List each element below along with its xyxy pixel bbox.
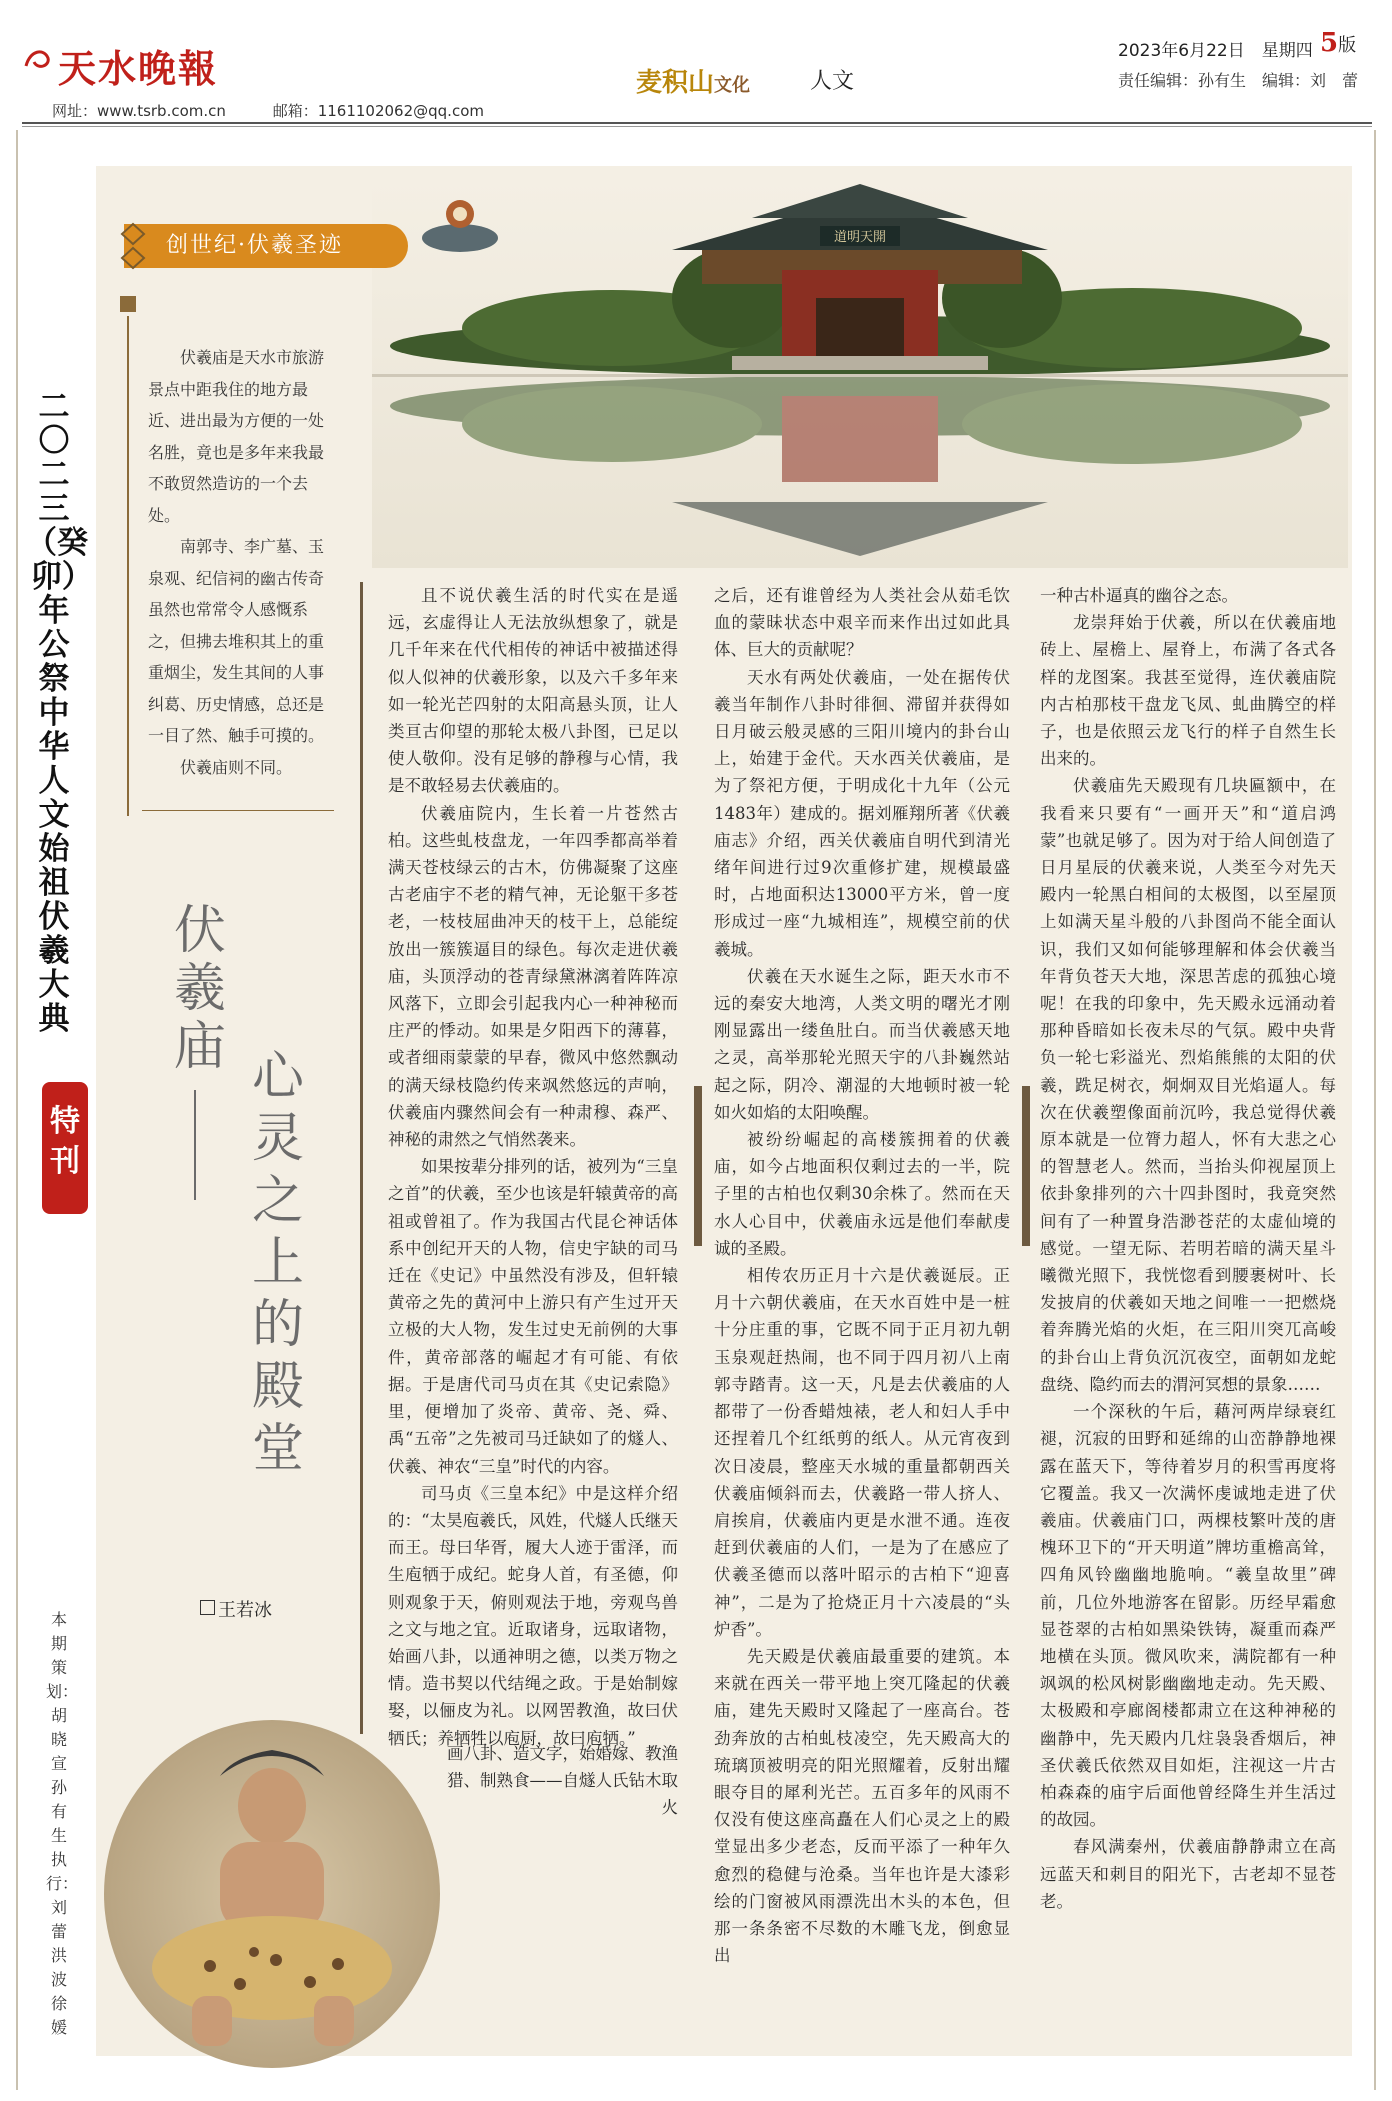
header-divider	[22, 122, 1372, 124]
intro-paragraph: 伏羲庙则不同。	[180, 757, 293, 777]
intro-side-rule	[127, 316, 129, 816]
section-badge-small: 文化	[714, 75, 751, 96]
article-column-2	[714, 582, 1010, 1969]
website-url: 网址：www.tsrb.com.cn	[52, 102, 226, 120]
special-issue-badge: 特刊	[42, 1082, 88, 1214]
intro-bottom-rule	[142, 810, 334, 811]
column-rule	[360, 582, 363, 1734]
temple-plaque: 道明天開	[833, 230, 887, 245]
article-paragraph: 一个深秋的午后，藉河两岸绿衰红褪，沉寂的田野和延绵的山峦静静地裸露在蓝天下，等待着岁月的积雪再度将它覆盖。我又一次满怀虔诚地走进了伏羲庙。伏羲庙门口，两棵枝繁叶茂的唐槐环卫下的“开天明道”牌坊重檐高耸，四角风铃幽幽地脆响。“羲皇故里”碑前，几位外地游客在留影。历经早霜愈显苍翠的古柏如黑染铁铸，凝重而森严地横在头顶。微风吹来，满院都有一种飒飒的松风树影幽幽地走动。先天殿、太极殿和亭廊阁楼都肃立在这种神秘的幽静中，先天殿内几炷袅袅香烟后，神圣伏羲氏依然双目如炬，注视这一片古柏森森的庙宇后面他曾经降生并生活过的故园。	[1040, 1402, 1336, 1830]
column-marker	[1022, 1086, 1030, 1246]
header-divider-thin	[22, 126, 1372, 127]
headline-dash	[194, 1090, 196, 1200]
intro-paragraph: 伏羲庙是天水市旅游景点中距我住的地方最近、进出最为方便的一处名胜，竟也是多年来我最不敢贸然造访的一个去处。	[148, 348, 325, 525]
article-paragraph: 且不说伏羲生活的时代实在是遥远，玄虚得让人无法放纵想象了，就是几千年来在代代相传的神话中被描述得似人似神的伏羲形象，以及六千多年来如一轮光芒四射的太阳高悬头顶，让人类亘古仰望的那轮太极八卦图，已足以使人敬仰。没有足够的静穆与心情，我是不敢轻易去伏羲庙的。	[388, 586, 678, 796]
tag-knot-icon	[118, 220, 148, 272]
page-frame-left	[16, 130, 18, 2090]
temple-photo	[372, 178, 1348, 568]
masthead-title: 天水晚報	[58, 46, 219, 91]
article-paragraph: 一种古朴逼真的幽谷之态。	[1040, 586, 1238, 605]
article-paragraph: 司马贞《三皇本纪》中是这样介绍的：“太昊庖羲氏，风姓，代燧人氏继天而王。母曰华胥，履大人迹于雷泽，而生庖牺于成纪。蛇身人首，有圣德，仰则观象于天，俯则观法于地，旁观鸟兽之文与地之宜。近取诸身，远取诸物，始画八卦，以通神明之德，以类万物之情。造书契以代结绳之政。于是始制嫁娶，以俪皮为礼。以网罟教渔，故曰伏牺氏；养牺牲以庖厨，故曰庖牺。”	[388, 1483, 678, 1748]
planner-credits: 本期策划：胡晓宣 孙有生 执行：刘蕾 洪波 徐媛	[46, 1610, 79, 2037]
editor-credits: 责任编辑：孙有生 编辑：刘 蕾	[1118, 71, 1359, 90]
article-column-3	[1040, 582, 1336, 1915]
headline-sub: 心灵之上的殿堂	[251, 1047, 304, 1479]
email-address: 邮箱：1161102062@qq.com	[272, 102, 484, 120]
page-number-suffix: 版	[1338, 35, 1357, 56]
article-paragraph: 伏羲庙先天殿现有几块匾额中，在我看来只要有“一画开天”和“道启鸿蒙”也就足够了。因为对于给人间创造了日月星辰的伏羲来说，人类至今对先天殿内一轮黑白相间的太极图，以至屋顶上如满天星斗般的八卦图尚不能全面认识，我们又如何能够理解和体会伏羲当年背负苍天大地，深思苦虑的孤独心境呢！在我的印象中，先天殿永远涌动着那种昏暗如长夜未尽的气氛。殿中央背负一轮七彩溢光、烈焰熊熊的太阳的伏羲，跣足树衣，炯炯双目光焰逼人。每次在伏羲塑像面前沉吟，我总觉得伏羲原本就是一位膂力超人，怀有大悲之心的智慧老人。然而，当抬头仰视屋顶上依卦象排列的六十四卦图时，我竟突然间有了一种置身浩渺苍茫的太虚仙境的感觉。一望无际、若明若暗的满天星斗曦微光照下，我恍惚看到腰裹树叶、长发披肩的伏羲如天地之间唯一一把燃烧着奔腾光焰的火炬，在三阳川突兀高峻的卦台山上背负沉沉夜空，面朝如龙蛇盘绕、隐约而去的渭河冥想的景象……	[1040, 776, 1336, 1394]
fuxi-portrait-image	[100, 1716, 444, 2072]
article-paragraph: 相传农历正月十六是伏羲诞辰。正月十六朝伏羲庙，在天水百姓中是一桩十分庄重的事，它既不同于正月初九朝玉泉观赶热闹，也不同于四月初八上南郭寺踏青。这一天，凡是去伏羲庙的人都带了一份香蜡烛裱，老人和妇人手中还捏着几个红纸剪的纸人。从元宵夜到次日凌晨，整座天水城的重量都朝西关伏羲庙倾斜而去，伏羲路一带人挤人、肩挨肩，伏羲庙内更是水泄不通。连夜赶到伏羲庙的人们，一是为了在感应了伏羲圣德而以落叶昭示的古柏下“迎喜神”，二是为了抢烧正月十六凌晨的“头炉香”。	[714, 1266, 1010, 1639]
author-name: 王若冰	[218, 1600, 272, 1621]
article-paragraph: 先天殿是伏羲庙最重要的建筑。本来就在西关一带平地上突兀隆起的伏羲庙，建先天殿时又隆起了一座高台。苍劲奔放的古柏虬枝凌空，先天殿高大的琉璃顶被明亮的阳光照耀着，反射出耀眼夺目的犀利光芒。五百多年的风雨不仅没有使这座高矗在人们心灵之上的殿堂显出多少老态，反而平添了一种年久愈烈的稳健与沧桑。当年也许是大漆彩绘的门窗被风雨漂洗出木头的本色，但那一条条密不尽数的木雕飞龙，倒愈显出	[714, 1646, 1010, 1966]
intro-text	[148, 342, 332, 783]
page-number-value: 5	[1320, 28, 1339, 58]
section-name: 人文	[810, 69, 855, 94]
headline-main: 伏羲庙	[173, 901, 226, 1077]
intro-paragraph: 南郭寺、李广墓、玉泉观、纪信祠的幽古传奇虽然也常常令人感慨系之，但拂去堆积其上的重重烟尘，发生其间的人事纠葛、历史情感，总还是一目了然、触手可摸的。	[148, 537, 325, 745]
article-paragraph: 画八卦、造文字，始婚嫁、教渔猎、制熟食——自燧人氏钻木取火	[447, 1744, 678, 1818]
author-box-icon	[200, 1600, 215, 1615]
page-frame-right	[1374, 130, 1376, 2090]
section-badge-main: 麦积山	[636, 68, 715, 98]
article-paragraph: 春风满秦州，伏羲庙静静肃立在高远蓝天和刺目的阳光下，古老却不显苍老。	[1040, 1837, 1336, 1911]
article-paragraph: 伏羲庙院内，生长着一片苍然古柏。这些虬枝盘龙，一年四季都高举着满天苍枝绿云的古木，仿佛凝聚了这座古老庙宇不老的精气神，无论躯干多苍老，一枝枝屈曲冲天的枝干上，总能绽放出一簇簇逼目的绿色。每次走进伏羲庙，头顶浮动的苍青绿黛淋漓着阵阵凉风落下，立即会引起我内心一种神秘而庄严的悸动。如果是夕阳西下的薄暮，或者细雨蒙蒙的早春，微风中悠然飘动的满天绿枝隐约传来飒然悠远的声响，伏羲庙内骤然间会有一种肃穆、森严、神秘的肃然之气悄然袭来。	[388, 803, 678, 1150]
section-tag: 创世纪·伏羲圣迹	[124, 224, 408, 268]
article-column-1	[388, 582, 678, 1752]
article-paragraph: 被纷纷崛起的高楼簇拥着的伏羲庙，如今占地面积仅剩过去的一半，院子里的古柏也仅剩30余株了。然而在天水人心目中，伏羲庙永远是他们奉献虔诚的圣殿。	[714, 1130, 1010, 1258]
article-paragraph: 伏羲在天水诞生之际，距天水市不远的秦安大地湾，人类文明的曙光才刚刚显露出一缕鱼肚白。而当伏羲感天地之灵，高举那轮光照天宇的八卦巍然站起之际，阴冷、潮湿的大地顿时被一轮如火如焰的太阳唤醒。	[714, 966, 1010, 1122]
special-issue-title: 二〇二三（癸卯）年公祭中华人文始祖伏羲大典	[26, 389, 88, 1037]
masthead-swirl-icon	[22, 44, 52, 74]
article-paragraph: 如果按辈分排列的话，被列为“三皇之首”的伏羲，至少也该是轩辕黄帝的高祖或曾祖了。作为我国古代昆仑神话体系中创纪开天的人物，信史宇缺的司马迁在《史记》中虽然没有涉及，但轩辕黄帝之先的黄河中上游只有产生过开天立极的大人物，发生过史无前例的大事件，黄帝部落的崛起才有可能、有依据。于是唐代司马贞在其《史记索隐》里，便增加了炎帝、黄帝、尧、舜、禹“五帝”之先被司马迁缺如了的燧人、伏羲、神农“三皇”时代的内容。	[388, 1157, 678, 1476]
article-column-1-tail	[446, 1740, 678, 1822]
url-line	[52, 100, 526, 121]
issue-date: 2023年6月22日 星期四	[1118, 41, 1313, 61]
section-badge	[636, 62, 750, 99]
fuxi-emblem-icon	[420, 190, 500, 262]
article-paragraph: 龙崇拜始于伏羲，所以在伏羲庙地砖上、屋檐上、屋脊上，布满了各式各样的龙图案。我甚至觉得，连伏羲庙院内古柏那枝干盘龙飞凤、虬曲腾空的样子，也是依照云龙飞行的样子自然生长出来的。	[1040, 613, 1336, 769]
article-paragraph: 之后，还有谁曾经为人类社会从茹毛饮血的蒙昧状态中艰辛而来作出过如此具体、巨大的贡献呢？	[714, 586, 1010, 660]
column-marker	[694, 1086, 702, 1246]
page-number	[1320, 28, 1356, 58]
article-paragraph: 天水有两处伏羲庙，一处在据传伏羲当年制作八卦时徘徊、滞留并获得如日月破云般灵感的三阳川境内的卦台山上，始建于金代。天水西关伏羲庙，是为了祭祀方便，于明成化十九年（公元1483年）建成的。据刘雁翔所著《伏羲庙志》介绍，西关伏羲庙自明代到清光绪年间进行过9次重修扩建，规模最盛时，占地面积达13000平方米，曾一度形成过一座“九城相连”，规模空前的伏羲城。	[714, 667, 1010, 959]
tag-bullet	[120, 296, 136, 312]
